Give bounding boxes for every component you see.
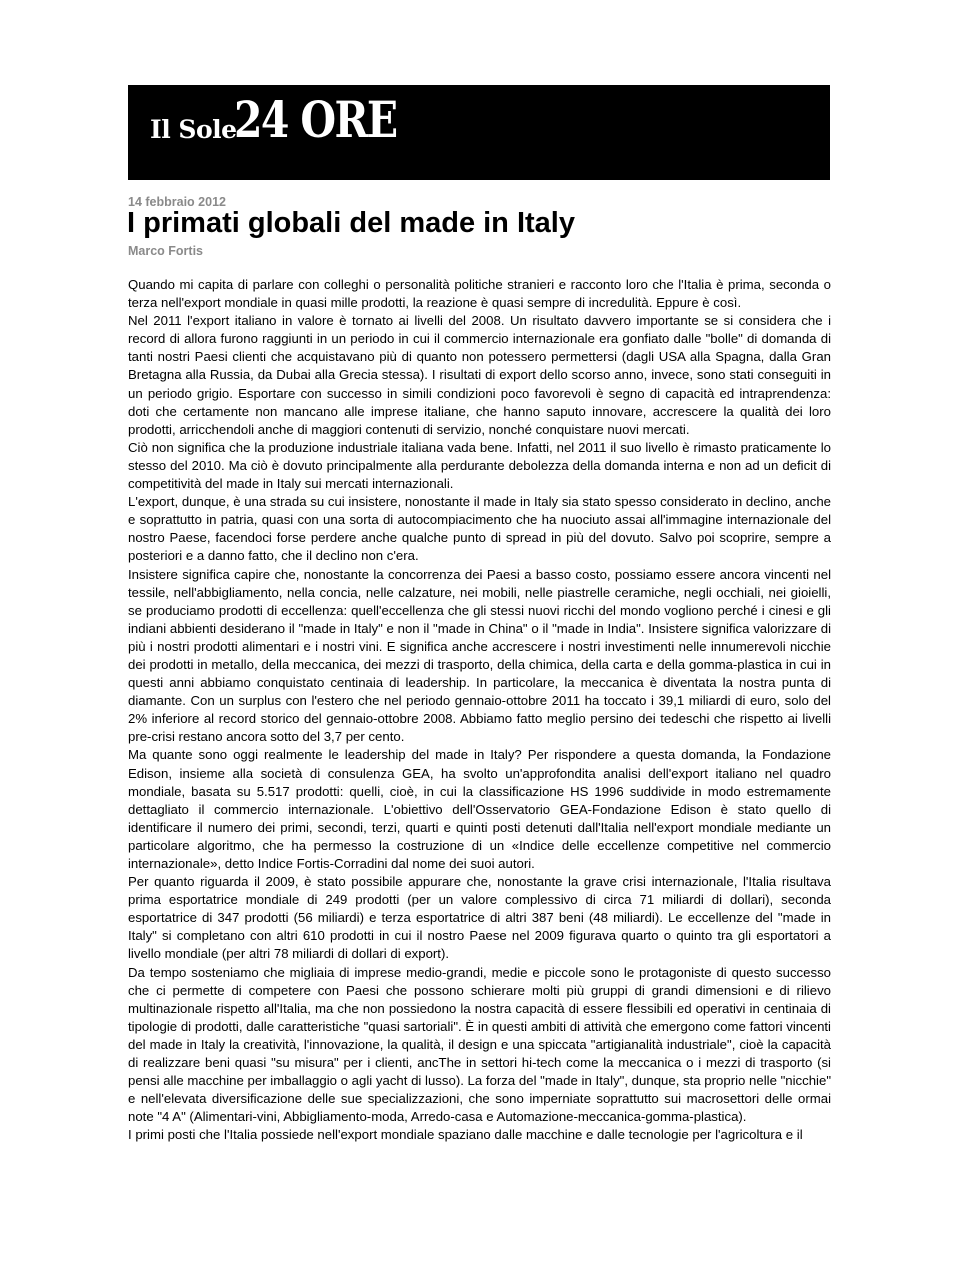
article-title: I primati globali del made in Italy [127, 207, 575, 239]
paragraph: Nel 2011 l'export italiano in valore è tornato ai livelli del 2008. Un risultato davvero importante se si considera che i record di allora furono raggiunti in un periodo in cui il commercio internazionale era gonfiato dalle "bolle" di domanda di tanti nostri Paesi clienti che acquistavano più di quanto non potessero permettersi (dagli USA alla Spagna, dalla Gran Bretagna alla Russia, da Dubai alla Grecia stessa). I risultati di export dello scorso anno, invece, sono stati conseguiti in un periodo grigio. Esportare con successo in simili condizioni poco favorevoli è segno di capacità ed intraprendenza: doti che certamente non mancano alle imprese italiane, che hanno saputo innovare, accrescere la qualità dei loro prodotti, arricchendoli anche di maggiori contenuti di servizio, nonché conquistare nuovi mercati. [128, 313, 831, 437]
article-author: Marco Fortis [128, 244, 204, 258]
paragraph: Per quanto riguarda il 2009, è stato possibile appurare che, nonostante la grave crisi internazionale, l'Italia risultava prima esportatrice mondiale di 249 prodotti (per un valore complessivo di circa 71 miliardi di dollari), seconda esportatrice di 347 prodotti (56 miliardi) e terza esportatrice di altri 387 beni (48 miliardi). Le eccellenze del "made in Italy" si completano con altri 610 prodotti in cui il nostro Paese nel 2009 figurava quarto o quinto tra gli esportatori a livello mondiale (per altri 78 miliardi di dollari di export). [128, 874, 831, 962]
article-date: 14 febbraio 2012 [128, 195, 226, 209]
logo-main: 24 ORE [234, 90, 397, 149]
paragraph: Da tempo sosteniamo che migliaia di imprese medio-grandi, medie e piccole sono le protagoniste di questo successo che ci permette di competere con Paesi che possono schierare molti più gruppi di grandi dimensioni e di rilievo multinazionale rispetto all'Italia, ma che non possiedono la nostra capacità di essere flessibili ed operativi in centinaia di tipologie di prodotti, dalle caratteristiche "quasi sartoriali". È in questi ambiti di attività che emergono come fattori vincenti del made in Italy la creatività, l'innovazione, la qualità, il design e una spiccata "artigianalità industriale", cioè la capacità di realizzare beni quasi "su misura" per i clienti, ancThe in settori hi-tech come la meccanica o i mezzi di trasporto (si pensi alle macchine per imballaggio o agli yacht di lusso). La forza del "made in Italy", dunque, sta proprio nelle "nicchie" e nell'elevata diversificazione delle sue specializzazioni, che sono imperniate soprattutto sui macrosettori delle ormai note "4 A" (Alimentari-vini, Abbigliamento-moda, Arredo-casa e Automazione-meccanica-gomma-plastica). [128, 964, 831, 1125]
paragraph: L'export, dunque, è una strada su cui insistere, nonostante il made in Italy sia stato spesso considerato in declino, anche e soprattutto in patria, quasi con una sorta di autocompiacimento che ha nuociuto assai all'immagine internazionale del nostro Paese, facendoci forse perdere anche qualche punto di spread in più del dovuto. Salvo poi scoprire, sempre a posteriori e a danno fatto, che il declino non c'era. [128, 494, 831, 564]
paragraph: Quando mi capita di parlare con colleghi o personalità politiche stranieri e racconto loro che l'Italia è prima, seconda o terza nell'export mondiale in quasi mille prodotti, la reazione è quasi sempre di incredulità. Eppure è così. [128, 277, 831, 311]
logo-prefix: Il Sole [150, 115, 237, 144]
paragraph: Ma quante sono oggi realmente le leadership del made in Italy? Per rispondere a questa domanda, la Fondazione Edison, insieme alla società di consulenza GEA, ha svolto un'approfondita analisi dell'export italiano nel quadro mondiale, basata su 5.517 prodotti: quelli, cioè, in cui la classificazione HS 1996 suddivide in modo estremamente dettagliato il commercio internazionale. L'obiettivo dell'Osservatorio GEA-Fondazione Edison è stato quello di identificare il numero dei primi, secondi, terzi, quarti e quinti posti detenuti dall'Italia nell'export mondiale mediante un particolare algoritmo, che ha permesso la costruzione di un «Indice delle eccellenze competitive nel commercio internazionale», detto Indice Fortis-Corradini dal nome dei suoi autori. [128, 747, 831, 871]
paragraph: Insistere significa capire che, nonostante la concorrenza dei Paesi a basso costo, possiamo essere ancora vincenti nel tessile, nell'abbigliamento, nella concia, nelle calzature, nei mobili, nelle piastrelle ceramiche, negli occhiali, nei gioielli, se produciamo prodotti di eccellenza: quell'eccellenza che gli stessi nuovi ricchi del mondo vogliono perché i cinesi e gli indiani abbienti desiderano il "made in Italy" e non il "made in China" o il "made in India". Insistere significa valorizzare di più i nostri prodotti alimentari e i nostri vini. E significa anche accrescere i nostri investimenti nelle innumerevoli nicchie dei prodotti in metallo, della meccanica, dei mezzi di trasporto, della chimica, della carta e della gomma-plastica in cui in questi anni abbiamo conquistato centinaia di leadership. In particolare, la meccanica è diventata la nostra punta di diamante. Con un surplus con l'estero che nel periodo gennaio-ottobre 2011 ha toccato i 39,1 miliardi di euro, solo del 2% inferiore al record storico del gennaio-ottobre 2008. Abbiamo fatto meglio persino dei tedeschi che rispetto ai livelli pre-crisi restano ancora sotto del 3,7 per cento. [128, 566, 831, 745]
paragraph: I primi posti che l'Italia possiede nell'export mondiale spaziano dalle macchine e dalle tecnologie per l'agricoltura e il [128, 1127, 803, 1143]
paragraph: Ciò non significa che la produzione industriale italiana vada bene. Infatti, nel 2011 il suo livello è rimasto praticamente lo stesso del 2010. Ma ciò è dovuto principalmente alla perdurante debolezza della domanda interna e non ad un deficit di competitività del made in Italy sui mercati internazionali. [128, 439, 831, 492]
newspaper-masthead [128, 85, 830, 180]
article-body [128, 276, 831, 1145]
